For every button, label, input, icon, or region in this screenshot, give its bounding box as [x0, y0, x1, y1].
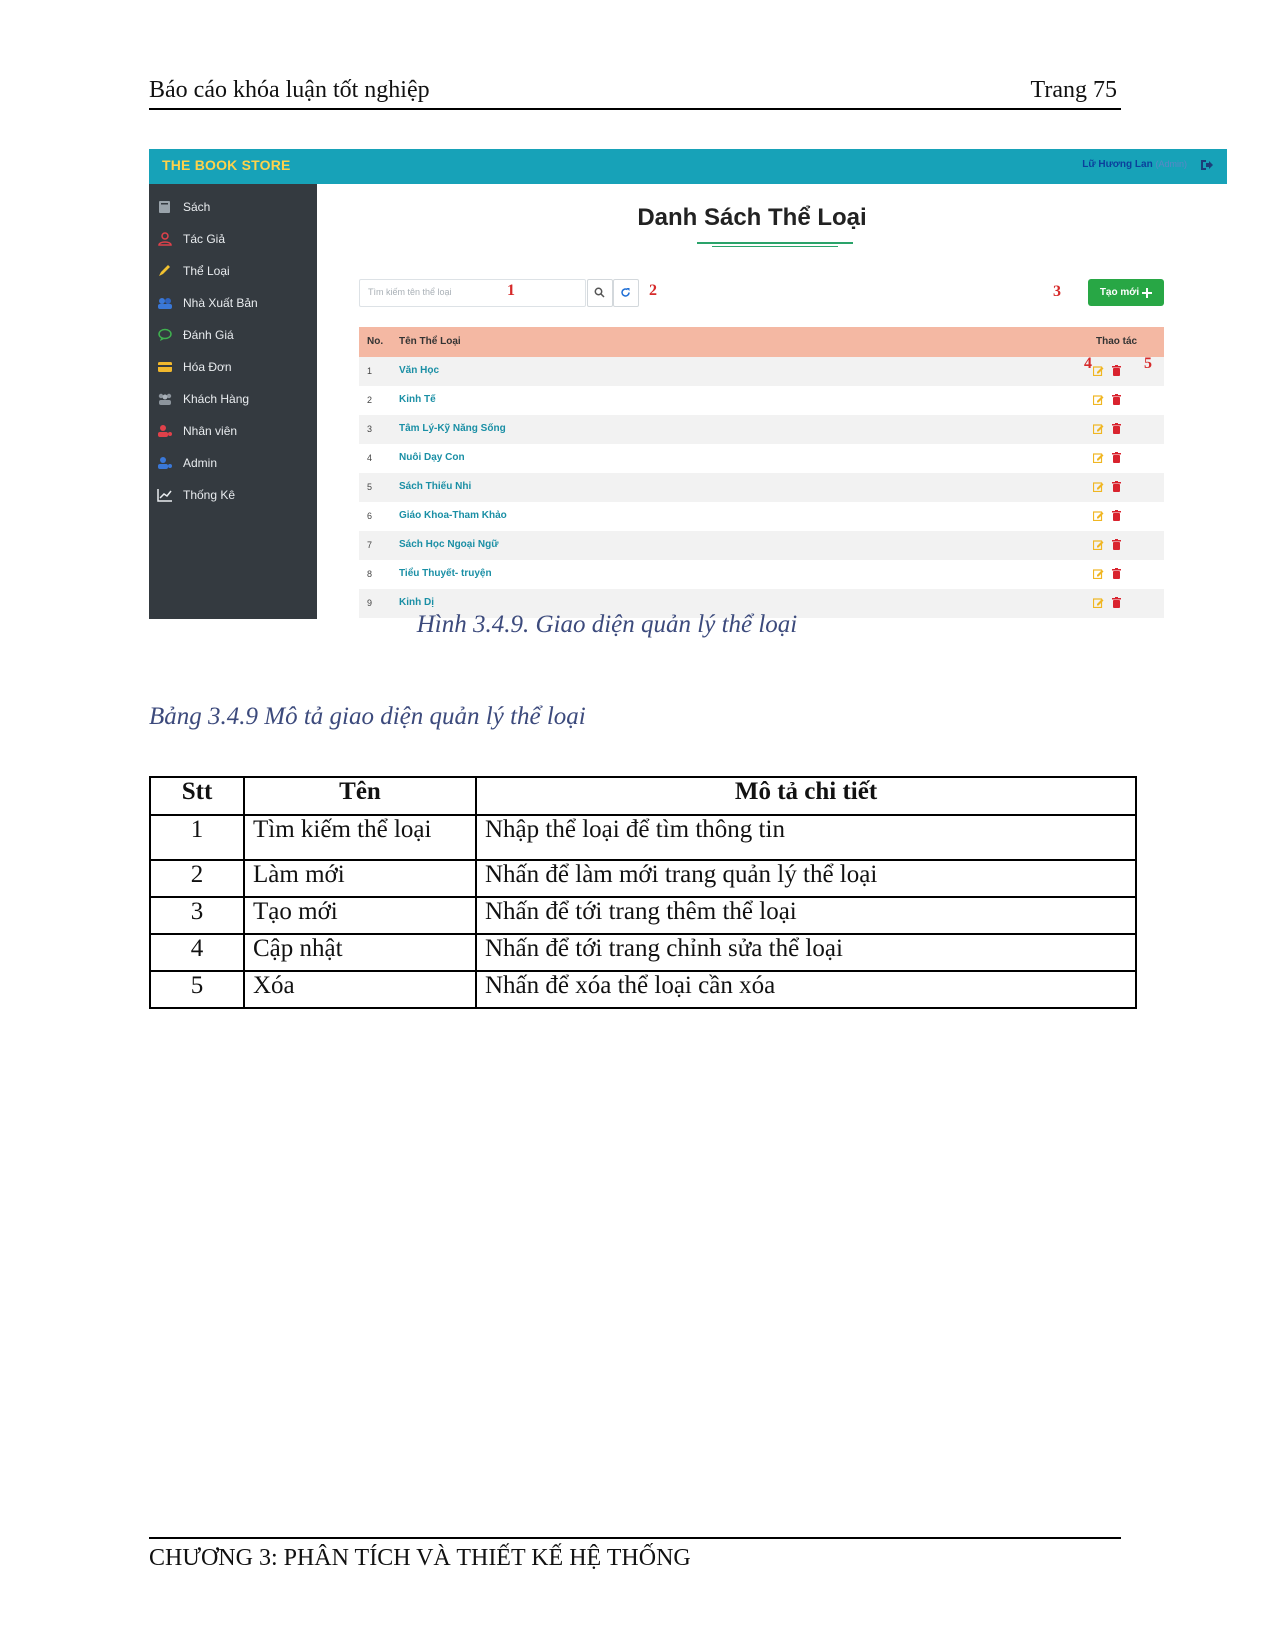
edit-icon[interactable]: [1093, 510, 1104, 521]
sidebar-item-thong-ke[interactable]: [157, 484, 235, 506]
category-name-link[interactable]: Kinh Dị: [399, 597, 434, 608]
search-placeholder: Tìm kiếm tên thể loại: [368, 287, 452, 297]
edit-icon[interactable]: [1093, 394, 1104, 405]
trash-icon[interactable]: [1112, 394, 1121, 405]
category-name-link[interactable]: Giáo Khoa-Tham Khảo: [399, 510, 507, 521]
description-table: [149, 776, 1137, 1009]
sidebar-item-label: Admin: [183, 456, 218, 470]
search-button[interactable]: [587, 279, 613, 307]
category-name-link[interactable]: Kinh Tế: [399, 394, 436, 405]
row-number: 6: [367, 511, 373, 521]
category-name-link[interactable]: Văn Học: [399, 365, 440, 376]
search-icon: [594, 287, 605, 298]
edit-icon[interactable]: [1093, 365, 1104, 376]
refresh-icon: [620, 287, 631, 298]
table-row: [359, 560, 1164, 589]
cell-ten: Làm mới: [244, 860, 476, 897]
search-input[interactable]: [359, 279, 586, 307]
cell-mo-ta: Nhấn để tới trang thêm thể loại: [476, 897, 1136, 934]
trash-icon[interactable]: [1112, 568, 1121, 579]
logout-icon[interactable]: [1199, 158, 1213, 172]
sidebar-item-label: Hóa Đơn: [183, 360, 232, 374]
sidebar-item-nhan-vien[interactable]: [157, 420, 237, 442]
row-number: 5: [367, 482, 373, 492]
trash-icon[interactable]: [1112, 452, 1121, 463]
cell-ten: Tìm kiếm thể loại: [244, 815, 476, 860]
trash-icon[interactable]: [1112, 423, 1121, 434]
cell-mo-ta: Nhấn để làm mới trang quản lý thể loại: [476, 860, 1136, 897]
header-title: Báo cáo khóa luận tốt nghiệp: [149, 77, 430, 103]
edit-icon[interactable]: [1093, 481, 1104, 492]
table-row: [150, 897, 1136, 934]
annotation-marker-2: 2: [649, 282, 657, 299]
cell-ten: Cập nhật: [244, 934, 476, 971]
user-name: Lữ Hương Lan: [1082, 159, 1153, 170]
users-icon: [157, 392, 173, 406]
comment-icon: [157, 328, 173, 342]
annotation-marker-3: 3: [1053, 283, 1061, 300]
main-content: [317, 184, 1227, 619]
column-header-name: Tên Thể Loại: [399, 336, 461, 347]
publisher-icon: [157, 296, 173, 310]
sidebar-item-label: Khách Hàng: [183, 392, 250, 406]
table-row: [150, 860, 1136, 897]
cell-mo-ta: Nhấn để tới trang chỉnh sửa thể loại: [476, 934, 1136, 971]
sidebar-item-the-loai[interactable]: [157, 260, 230, 282]
table-row: [359, 531, 1164, 560]
column-header-stt: Stt: [150, 777, 244, 815]
figure-caption: Hình 3.4.9. Giao diện quản lý thể loại: [416, 611, 798, 638]
app-screenshot: [149, 149, 1227, 619]
sidebar-item-label: Tác Giả: [183, 232, 226, 246]
chart-line-icon: [157, 488, 173, 502]
table-row: [359, 502, 1164, 531]
trash-icon[interactable]: [1112, 365, 1121, 376]
sidebar-item-label: Đánh Giá: [183, 328, 234, 342]
column-header-mo-ta: Mô tả chi tiết: [476, 777, 1136, 815]
trash-icon[interactable]: [1112, 510, 1121, 521]
annotation-marker-4: 4: [1084, 355, 1092, 372]
table-row: [150, 971, 1136, 1008]
sidebar-item-tac-gia[interactable]: [157, 228, 225, 250]
user-role: (Admin): [1155, 159, 1187, 169]
category-name-link[interactable]: Tiểu Thuyết- truyện: [399, 568, 492, 579]
admin-icon: [157, 456, 173, 470]
table-row: [359, 386, 1164, 415]
column-header-actions: Thao tác: [1096, 336, 1138, 347]
sidebar-item-danh-gia[interactable]: [157, 324, 234, 346]
book-icon: [157, 200, 173, 214]
employee-icon: [157, 424, 173, 438]
chapter-title: CHƯƠNG 3: PHÂN TÍCH VÀ THIẾT KẾ HỆ THỐNG: [149, 1545, 691, 1571]
table-caption: Bảng 3.4.9 Mô tả giao diện quản lý thể loại: [149, 703, 586, 730]
edit-icon[interactable]: [1093, 597, 1104, 608]
cell-stt: 3: [150, 897, 244, 934]
table-header-row: [150, 777, 1136, 815]
create-button[interactable]: [1088, 279, 1164, 306]
sidebar-item-sach[interactable]: [157, 196, 210, 218]
edit-icon[interactable]: [1093, 452, 1104, 463]
page-footer: [149, 1537, 1121, 1571]
row-number: 4: [367, 453, 373, 463]
plus-icon: [1142, 288, 1152, 298]
sidebar-item-label: Thống Kê: [183, 488, 236, 502]
create-button-label: Tạo mới: [1099, 287, 1140, 298]
trash-icon[interactable]: [1112, 481, 1121, 492]
table-row: [359, 444, 1164, 473]
row-number: 3: [367, 424, 373, 434]
title-underline: [697, 242, 853, 244]
annotation-marker-1: 1: [507, 282, 515, 299]
row-number: 8: [367, 569, 373, 579]
sidebar-item-admin[interactable]: [157, 452, 217, 474]
credit-card-icon: [157, 360, 173, 374]
table-row: [150, 934, 1136, 971]
edit-icon[interactable]: [1093, 539, 1104, 550]
cell-mo-ta: Nhập thể loại để tìm thông tin: [476, 815, 1136, 860]
refresh-button[interactable]: [613, 279, 639, 307]
sidebar-item-hoa-don[interactable]: [157, 356, 232, 378]
page-title: Danh Sách Thể Loại: [637, 204, 867, 231]
column-header-no: No.: [367, 336, 384, 347]
top-navbar: [149, 149, 1227, 184]
cell-stt: 5: [150, 971, 244, 1008]
trash-icon[interactable]: [1112, 597, 1121, 608]
cell-ten: Tạo mới: [244, 897, 476, 934]
brand-logo[interactable]: THE BOOK STORE: [162, 157, 291, 173]
category-name-link[interactable]: Tâm Lý-Kỹ Năng Sống: [399, 423, 506, 434]
edit-icon[interactable]: [1093, 423, 1104, 434]
pen-icon: [157, 264, 173, 278]
author-icon: [157, 232, 173, 246]
cell-stt: 2: [150, 860, 244, 897]
row-number: 2: [367, 395, 373, 405]
user-info[interactable]: [1082, 159, 1187, 170]
category-name-link[interactable]: Nuôi Dạy Con: [399, 452, 465, 463]
sidebar-item-khach-hang[interactable]: [157, 388, 249, 410]
title-underline: [712, 246, 838, 247]
edit-icon[interactable]: [1093, 568, 1104, 579]
category-name-link[interactable]: Sách Học Ngoại Ngữ: [399, 539, 499, 550]
sidebar: [149, 184, 317, 619]
sidebar-item-nha-xuat-ban[interactable]: [157, 292, 258, 314]
sidebar-item-label: Sách: [183, 200, 211, 214]
trash-icon[interactable]: [1112, 539, 1121, 550]
table-row: [359, 473, 1164, 502]
table-header: [359, 327, 1164, 357]
table-row: [359, 357, 1164, 386]
column-header-ten: Tên: [244, 777, 476, 815]
cell-stt: 1: [150, 815, 244, 860]
sidebar-item-label: Nhân viên: [183, 424, 238, 438]
category-name-link[interactable]: Sách Thiếu Nhi: [399, 481, 472, 492]
annotation-marker-5: 5: [1144, 355, 1152, 372]
cell-mo-ta: Nhấn để xóa thể loại cần xóa: [476, 971, 1136, 1008]
page-number: Trang 75: [1030, 77, 1117, 103]
table-row: [359, 415, 1164, 444]
sidebar-item-label: Nhà Xuất Bản: [183, 296, 258, 310]
table-row: [150, 815, 1136, 860]
sidebar-item-label: Thể Loại: [183, 264, 230, 278]
row-number: 1: [367, 366, 373, 376]
page-header: [149, 70, 1121, 110]
row-number: 7: [367, 540, 373, 550]
cell-ten: Xóa: [244, 971, 476, 1008]
row-number: 9: [367, 598, 373, 608]
cell-stt: 4: [150, 934, 244, 971]
